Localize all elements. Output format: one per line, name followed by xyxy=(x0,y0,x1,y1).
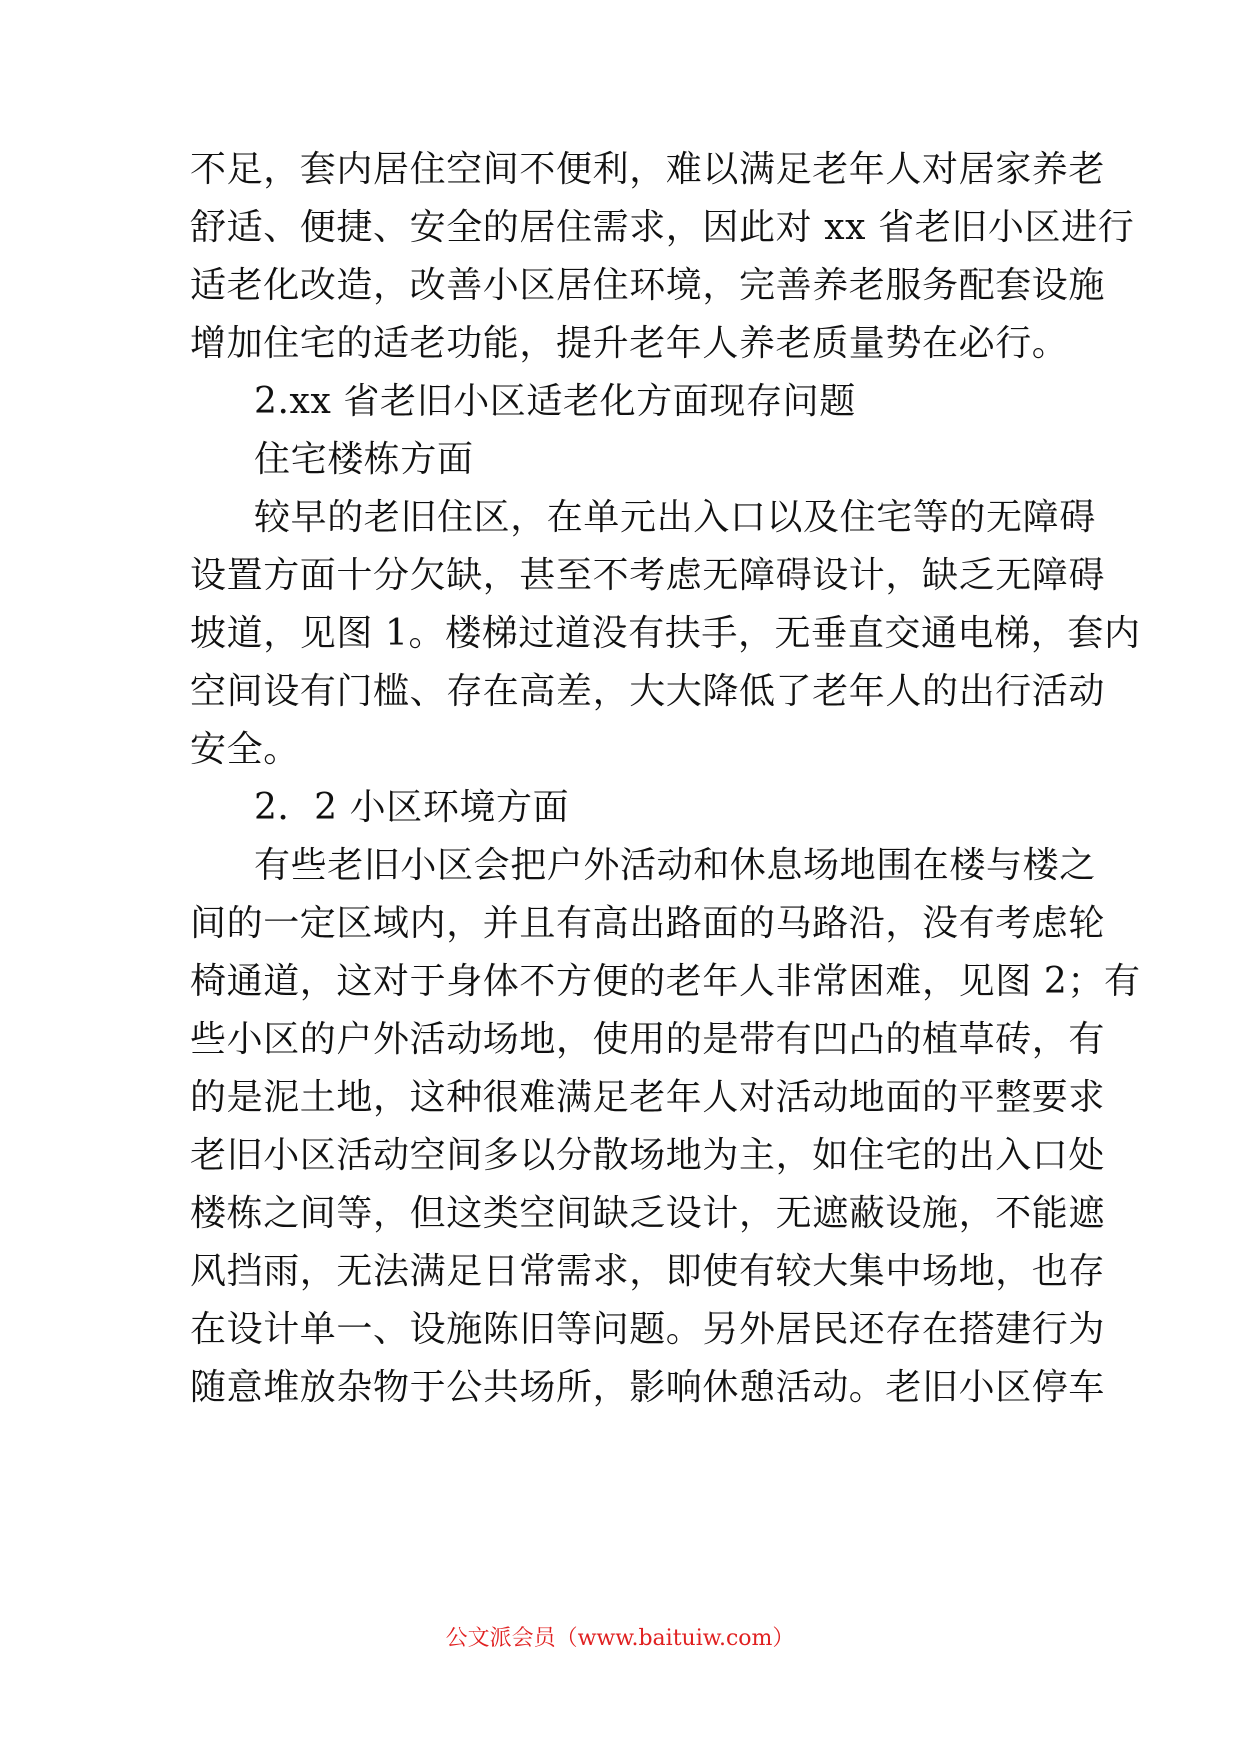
paragraph-line: 在设计单一、设施陈旧等问题。另外居民还存在搭建行为 xyxy=(190,1309,1106,1350)
paragraph-line: 舒适、便捷、安全的居住需求，因此对 xx 省老旧小区进行 xyxy=(190,207,1135,248)
paragraph-line: 些小区的户外活动场地，使用的是带有凹凸的植草砖，有 xyxy=(190,1019,1106,1060)
paragraph-line: 设置方面十分欠缺，甚至不考虑无障碍设计，缺乏无障碍 xyxy=(190,555,1106,596)
paragraph-line: 的是泥土地，这种很难满足老年人对活动地面的平整要求 xyxy=(190,1077,1106,1118)
section-heading: 2.xx 省老旧小区适老化方面现存问题 xyxy=(254,381,856,422)
paragraph-line: 风挡雨，无法满足日常需求，即使有较大集中场地，也存 xyxy=(190,1251,1106,1292)
paragraph-line: 间的一定区域内，并且有高出路面的马路沿，没有考虑轮 xyxy=(190,903,1106,944)
paragraph-line: 老旧小区活动空间多以分散场地为主，如住宅的出入口处 xyxy=(190,1135,1106,1176)
subsection-heading: 住宅楼栋方面 xyxy=(254,439,474,480)
footer-watermark: 公文派会员（www.baituiw.com） xyxy=(445,1626,795,1651)
paragraph-line: 适老化改造，改善小区居住环境，完善养老服务配套设施 xyxy=(190,265,1106,306)
paragraph-line: 椅通道，这对于身体不方便的老年人非常困难，见图 2；有 xyxy=(190,961,1141,1002)
paragraph-line: 随意堆放杂物于公共场所，影响休憩活动。老旧小区停车 xyxy=(190,1367,1106,1408)
paragraph-line: 不足，套内居住空间不便利，难以满足老年人对居家养老 xyxy=(190,149,1106,190)
paragraph-line: 增加住宅的适老功能，提升老年人养老质量势在必行。 xyxy=(190,323,1069,364)
paragraph-line: 安全。 xyxy=(190,729,300,770)
paragraph-line: 较早的老旧住区，在单元出入口以及住宅等的无障碍 xyxy=(254,497,1096,538)
paragraph-line: 空间设有门槛、存在高差，大大降低了老年人的出行活动 xyxy=(190,671,1106,712)
subsection-heading: 2．2 小区环境方面 xyxy=(254,787,570,828)
paragraph-line: 楼栋之间等，但这类空间缺乏设计，无遮蔽设施，不能遮 xyxy=(190,1193,1106,1234)
paragraph-line: 有些老旧小区会把户外活动和休息场地围在楼与楼之 xyxy=(254,845,1096,886)
paragraph-line: 坡道，见图 1。楼梯过道没有扶手，无垂直交通电梯，套内 xyxy=(190,613,1141,654)
